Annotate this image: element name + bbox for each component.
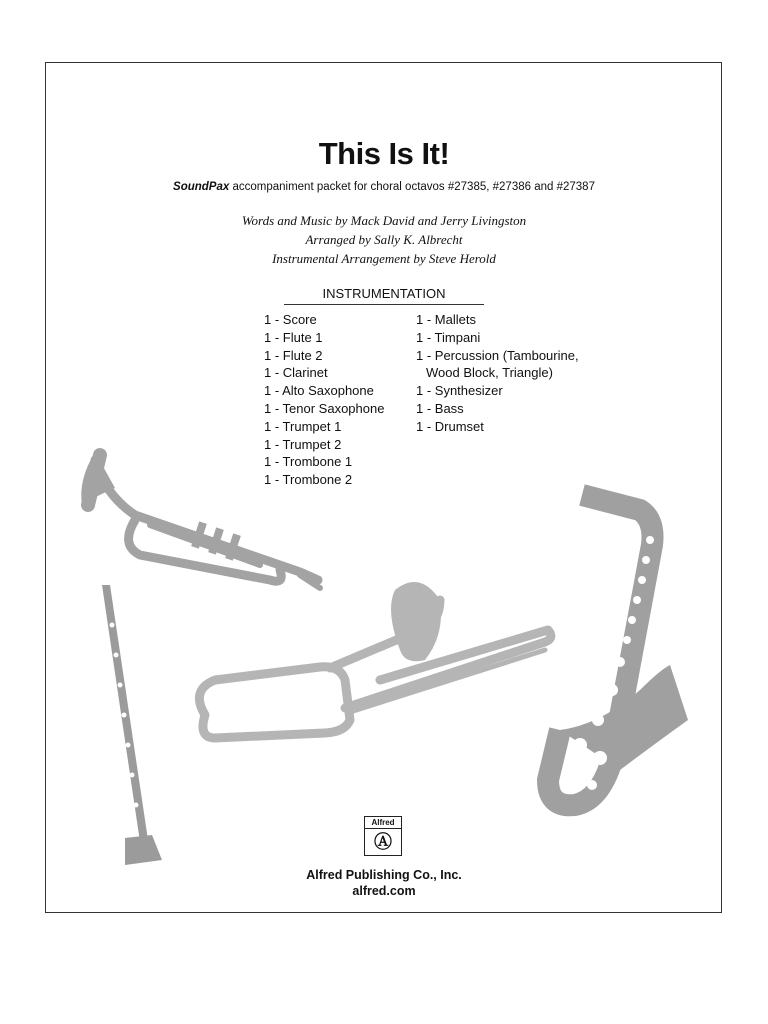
subtitle-text: accompaniment packet for choral octavos #27385, #27386 and #27387: [229, 181, 595, 193]
subtitle: [0, 181, 768, 193]
trombone-illustration: [199, 600, 551, 738]
instrument-item: 1 - Bass: [416, 400, 464, 416]
subtitle-brand: SoundPax: [173, 181, 230, 193]
instrument-item: 1 - Mallets: [416, 312, 476, 327]
clarinet-illustration: [102, 585, 162, 865]
credit-line: Instrumental Arrangement by Steve Herold: [272, 251, 496, 266]
instrument-item: 1 - Synthesizer: [416, 383, 503, 399]
alfred-logo: [364, 816, 402, 856]
trombone-bell-illustration: [391, 582, 441, 661]
instrument-item: 1 - Timpani: [416, 329, 481, 345]
instrument-item: 1 - Trombone 1: [264, 454, 353, 470]
instrumentation-list-left: [264, 311, 384, 489]
instrument-item: 1 - Score: [264, 312, 317, 327]
logo-mark-icon: Ⓐ: [374, 832, 392, 852]
publisher-name: Alfred Publishing Co., Inc.: [306, 868, 462, 882]
instrumentation-heading: INSTRUMENTATION: [284, 286, 484, 305]
page-title: This Is It!: [318, 136, 450, 171]
credit-line: Arranged by Sally K. Albrecht: [305, 232, 463, 247]
logo-text: Alfred: [365, 817, 401, 829]
instrument-item: 1 - Trumpet 2: [264, 436, 342, 452]
instrument-item: 1 - Tenor Saxophone: [264, 400, 385, 416]
instrument-item: 1 - Drumset: [416, 418, 484, 434]
credits: [0, 211, 768, 268]
instrument-item: 1 - Clarinet: [264, 365, 328, 381]
instrument-item: 1 - Trombone 2: [264, 472, 353, 488]
instrument-item-continuation: Wood Block, Triangle): [426, 365, 553, 381]
instrument-item: 1 - Alto Saxophone: [264, 383, 374, 399]
instrument-item: 1 - Flute 2: [264, 347, 323, 363]
publisher-website: alfred.com: [352, 884, 416, 898]
credit-line: Words and Music by Mack David and Jerry Livingston: [241, 213, 527, 228]
instrumentation-list-right: [416, 311, 579, 436]
instrument-item: 1 - Flute 1: [264, 329, 323, 345]
instrument-item: 1 - Trumpet 1: [264, 418, 342, 434]
instrument-item: 1 - Percussion (Tambourine,: [416, 347, 579, 363]
saxophone-illustration: [548, 495, 688, 805]
